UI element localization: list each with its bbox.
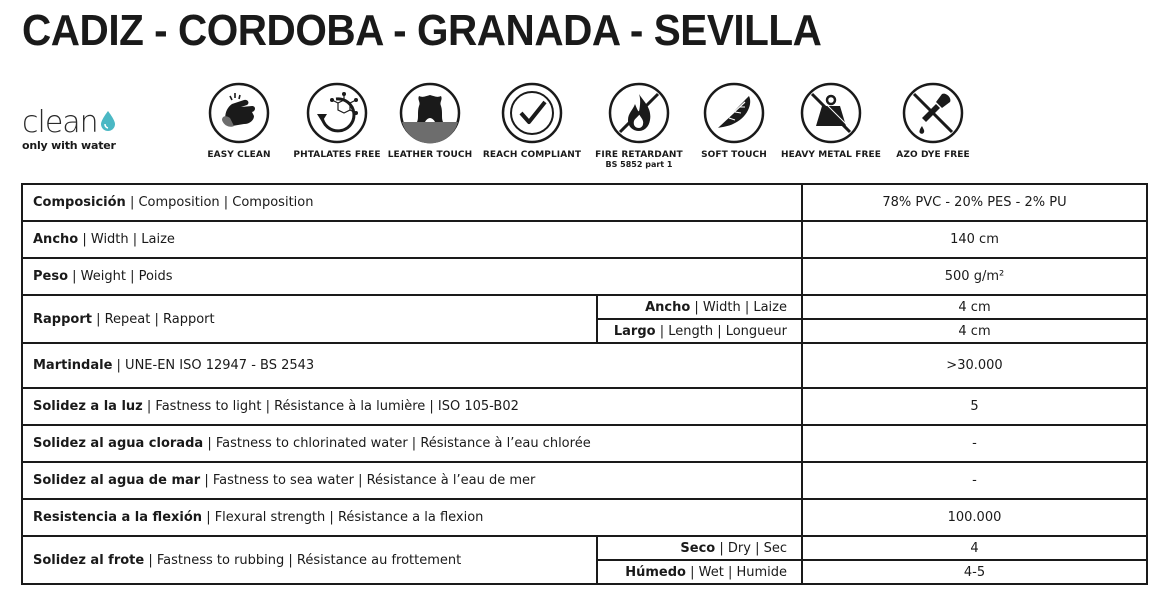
specs-table: [21, 183, 1148, 585]
row-value: -: [802, 462, 1147, 499]
row-value: 140 cm: [802, 221, 1147, 258]
table-row: [22, 536, 1147, 560]
feature-label: REACH COMPLIANT: [482, 150, 582, 160]
feature-leather-touch: [380, 82, 480, 160]
label-es: Solidez al agua de mar: [33, 473, 201, 488]
feature-label: LEATHER TOUCH: [387, 150, 473, 160]
table-row: [22, 425, 1147, 462]
row-label: [22, 499, 802, 536]
label-es: Solidez al agua clorada: [33, 436, 204, 451]
label-rest: | Fastness to rubbing | Résistance au frottement: [148, 552, 462, 568]
label-rest: | UNE-EN ISO 12947 - BS 2543: [116, 358, 315, 373]
no-dropper-icon: [902, 82, 964, 144]
logo-word-text: clean: [22, 105, 98, 140]
label-rest: | Width | Laize: [694, 299, 787, 315]
row-value: 100.000: [802, 499, 1147, 536]
feature-heavy-metal-free: [781, 82, 881, 160]
no-weight-icon: [800, 82, 862, 144]
label-rest: | Wet | Humide: [690, 564, 787, 580]
label-rest: | Weight | Poids: [72, 269, 173, 284]
table-row: [22, 388, 1147, 425]
table-row: [22, 295, 1147, 319]
label-rest: | Dry | Sec: [719, 540, 787, 556]
label-es: Solidez al frote: [33, 552, 145, 568]
label-rest: | Fastness to chlorinated water | Résistance à l’eau chlorée: [207, 436, 591, 451]
row-label: [22, 425, 802, 462]
label-es: Peso: [33, 269, 69, 284]
row-value: -: [802, 425, 1147, 462]
row-label: [22, 258, 802, 295]
label-es: Resistencia a la flexión: [33, 510, 203, 525]
label-rest: | Repeat | Rapport: [96, 311, 215, 327]
feature-phtalates-free: [287, 82, 387, 160]
feature-label: EASY CLEAN: [207, 150, 271, 160]
row-value: >30.000: [802, 343, 1147, 388]
row-label: [22, 536, 597, 584]
label-es: Martindale: [33, 358, 113, 373]
sub-label: [597, 319, 802, 343]
label-es: Composición: [33, 195, 126, 210]
row-label: [22, 388, 802, 425]
row-value: 5: [802, 388, 1147, 425]
feature-label: PHTALATES FREE: [293, 150, 381, 160]
logo-tagline: only with water: [22, 139, 116, 152]
feature-easy-clean: [189, 82, 289, 160]
sub-label: [597, 560, 802, 584]
label-rest: | Fastness to sea water | Résistance à l’eau de mer: [204, 473, 536, 488]
feature-sublabel: BS 5852 part 1: [605, 160, 673, 169]
row-label: [22, 343, 802, 388]
row-value: 78% PVC - 20% PES - 2% PU: [802, 184, 1147, 221]
feature-reach-compliant: [482, 82, 582, 160]
sub-label: [597, 295, 802, 319]
table-row: [22, 221, 1147, 258]
row-label: [22, 295, 597, 343]
row-value: 4: [802, 536, 1147, 560]
label-es: Húmedo: [625, 564, 686, 580]
feature-soft-touch: [684, 82, 784, 160]
table-row: [22, 258, 1147, 295]
label-es: Seco: [680, 540, 716, 556]
row-value: 500 g/m²: [802, 258, 1147, 295]
label-rest: | Width | Laize: [82, 232, 175, 247]
row-label: [22, 184, 802, 221]
feature-fire-retardant: [589, 82, 689, 169]
table-row: [22, 499, 1147, 536]
table-row: [22, 462, 1147, 499]
feature-label: AZO DYE FREE: [896, 150, 970, 160]
feature-label: SOFT TOUCH: [701, 150, 767, 160]
row-value: 4 cm: [802, 295, 1147, 319]
no-flame-icon: [608, 82, 670, 144]
feature-label: HEAVY METAL FREE: [781, 150, 882, 160]
sub-label: [597, 536, 802, 560]
leather-hide-icon: [399, 82, 461, 144]
molecule-icon: [306, 82, 368, 144]
feature-label: FIRE RETARDANT: [595, 150, 683, 160]
feature-azo-dye-free: [883, 82, 983, 160]
hands-wash-icon: [208, 82, 270, 144]
table-row: [22, 343, 1147, 388]
label-es: Largo: [613, 323, 656, 339]
table-row: [22, 184, 1147, 221]
label-rest: | Composition | Composition: [129, 195, 314, 210]
label-rest: | Length | Longueur: [659, 323, 787, 339]
checkmark-icon: [501, 82, 563, 144]
water-drop-icon: [100, 110, 116, 132]
label-rest: | Flexural strength | Résistance a la flexion: [206, 510, 484, 525]
row-label: [22, 462, 802, 499]
label-es: Rapport: [33, 311, 92, 327]
row-value: 4 cm: [802, 319, 1147, 343]
label-es: Ancho: [645, 299, 691, 315]
page-title: CADIZ - CORDOBA - GRANADA - SEVILLA: [22, 6, 822, 55]
logo-word: [22, 105, 116, 140]
clean-logo: [22, 105, 116, 152]
feather-icon: [703, 82, 765, 144]
row-value: 4-5: [802, 560, 1147, 584]
label-es: Ancho: [33, 232, 79, 247]
label-rest: | Fastness to light | Résistance à la lumière | ISO 105-B02: [146, 399, 519, 414]
label-es: Solidez a la luz: [33, 399, 143, 414]
row-label: [22, 221, 802, 258]
